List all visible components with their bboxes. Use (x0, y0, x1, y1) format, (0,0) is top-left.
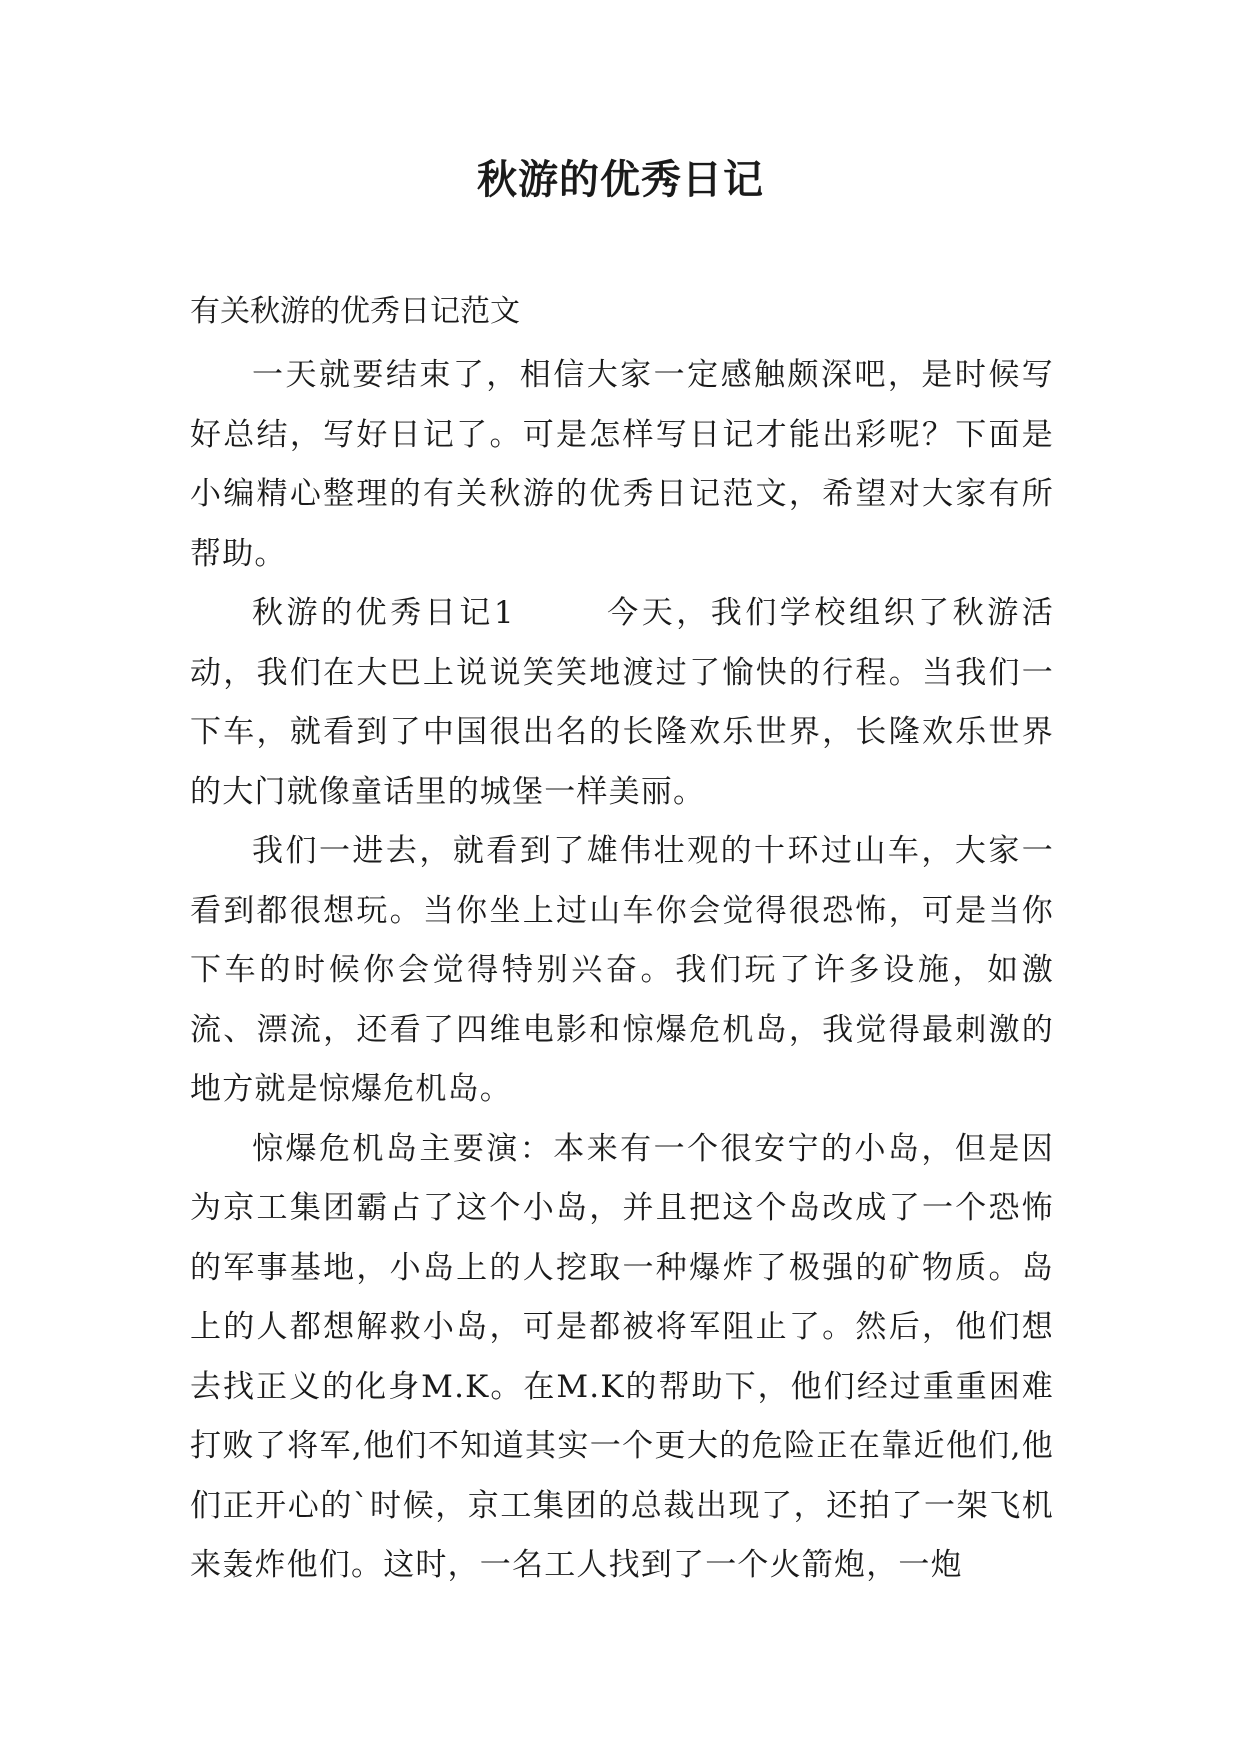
document-body (190, 346, 1054, 1596)
body-paragraph: 我们一进去，就看到了雄伟壮观的十环过山车，大家一看到都很想玩。当你坐上过山车你会觉得很恐怖，可是当你下车的时候你会觉得特别兴奋。我们玩了许多设施，如激流、漂流，还看了四维电影和惊爆危机岛，我觉得最刺激的地方就是惊爆危机岛。 (190, 833, 1054, 1107)
section-paragraph (190, 584, 1054, 822)
section-first-paragraph: 今天，我们学校组织了秋游活动，我们在大巴上说说笑笑地渡过了愉快的行程。当我们一下车，就看到了中国很出名的长隆欢乐世界，长隆欢乐世界的大门就像童话里的城堡一样美丽。 (190, 595, 1054, 810)
body-paragraph: 惊爆危机岛主要演：本来有一个很安宁的小岛，但是因为京工集团霸占了这个小岛，并且把这个岛改成了一个恐怖的军事基地，小岛上的人挖取一种爆炸了极强的矿物质。岛上的人都想解救小岛，可是都被将军阻止了。然后，他们想去找正义的化身M.K。在M.K的帮助下，他们经过重重困难打败了将军,他们不知道其实一个更大的危险正在靠近他们,他们正开心的`时候，京工集团的总裁出现了，还拍了一架飞机来轰炸他们。这时，一名工人找到了一个火箭炮，一炮 (190, 1130, 1054, 1583)
document-subtitle: 有关秋游的优秀日记范文 (190, 294, 520, 329)
section-heading: 秋游的优秀日记1 (252, 595, 515, 631)
intro-paragraph: 一天就要结束了，相信大家一定感触颇深吧，是时候写好总结，写好日记了。可是怎样写日记才能出彩呢？下面是小编精心整理的有关秋游的优秀日记范文，希望对大家有所帮助。 (190, 357, 1054, 572)
document-title: 秋游的优秀日记 (477, 156, 764, 203)
